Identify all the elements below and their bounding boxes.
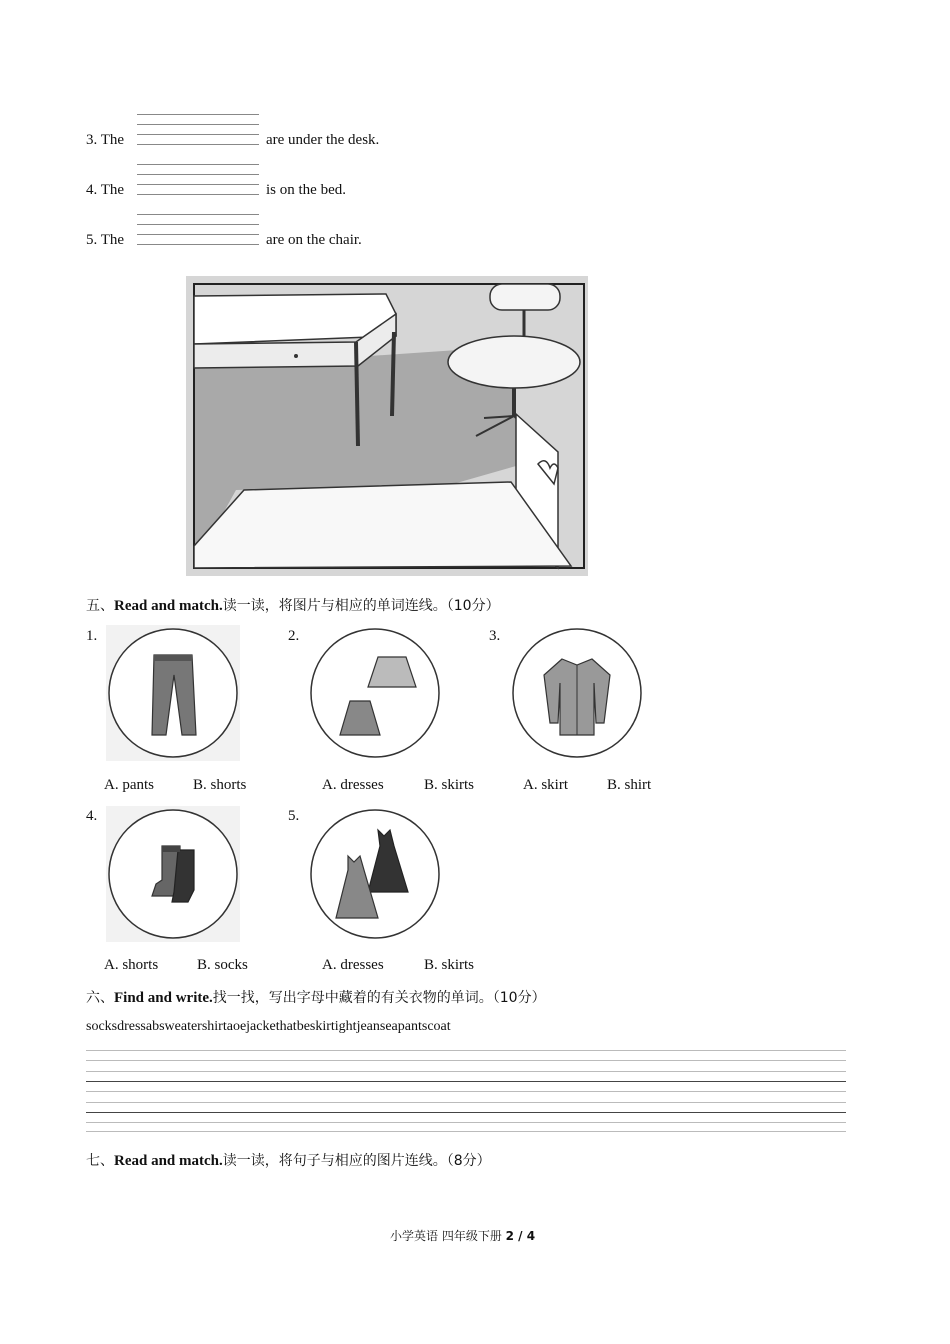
item-4-option-b[interactable]: B. socks <box>197 957 248 973</box>
section-title-en: Find and write. <box>114 990 213 1006</box>
dresses-icon <box>308 806 442 942</box>
socks-icon <box>106 806 240 942</box>
item-number: 5. <box>86 232 98 248</box>
section-title-en: Read and match. <box>114 1153 223 1169</box>
item-prefix: The <box>100 132 125 148</box>
section-5-title <box>86 595 500 615</box>
item-prefix: The <box>100 182 125 198</box>
item-2-option-a[interactable]: A. dresses <box>322 777 384 793</box>
item-4-number: 4. <box>86 808 98 824</box>
footer-page-number: 2 / 4 <box>505 1229 536 1243</box>
section-6-title <box>86 987 546 1007</box>
item-5-option-b[interactable]: B. skirts <box>424 957 475 973</box>
section-title-cn: 找一找，写出字母中藏着的有关衣物的单词。（10分） <box>212 990 546 1006</box>
shirt-icon <box>510 625 644 761</box>
item-3-option-b[interactable]: B. shirt <box>607 777 652 793</box>
item-1-option-a[interactable]: A. pants <box>104 777 154 793</box>
item-1-option-b[interactable]: B. shorts <box>193 777 247 793</box>
letter-string: socksdressabsweatershirtaoejackethatbeskirtightjeanseapantscoat <box>86 1019 451 1034</box>
section-7-title <box>86 1150 491 1170</box>
section-marker: 五、 <box>86 598 114 614</box>
section-marker: 七、 <box>86 1153 114 1169</box>
item-3-number: 3. <box>489 628 501 644</box>
section-title-cn: 读一读，将句子与相应的图片连线。（8分） <box>222 1153 491 1169</box>
answer-blank[interactable] <box>137 164 259 204</box>
section-title-en: Read and match. <box>114 598 223 614</box>
item-4-option-a[interactable]: A. shorts <box>104 957 159 973</box>
item-2-number: 2. <box>288 628 300 644</box>
page-footer <box>390 1227 535 1244</box>
item-suffix: is on the bed. <box>266 182 346 198</box>
footer-subject: 小学英语 四年级下册 <box>390 1229 502 1243</box>
item-5-number: 5. <box>288 808 300 824</box>
item-5-option-a[interactable]: A. dresses <box>322 957 384 973</box>
item-number: 3. <box>86 132 98 148</box>
pants-icon <box>106 625 240 761</box>
item-2-option-b[interactable]: B. skirts <box>424 777 475 793</box>
item-prefix: The <box>100 232 125 248</box>
room-illustration <box>186 276 588 576</box>
answer-blank[interactable] <box>137 214 259 254</box>
item-1-number: 1. <box>86 628 98 644</box>
section-title-cn: 读一读，将图片与相应的单词连线。（10分） <box>222 598 500 614</box>
skirts-icon <box>308 625 442 761</box>
answer-blank[interactable] <box>137 114 259 154</box>
section-marker: 六、 <box>86 990 114 1006</box>
item-suffix: are under the desk. <box>266 132 380 148</box>
item-suffix: are on the chair. <box>266 232 362 248</box>
item-number: 4. <box>86 182 98 198</box>
item-3-option-a[interactable]: A. skirt <box>523 777 568 793</box>
